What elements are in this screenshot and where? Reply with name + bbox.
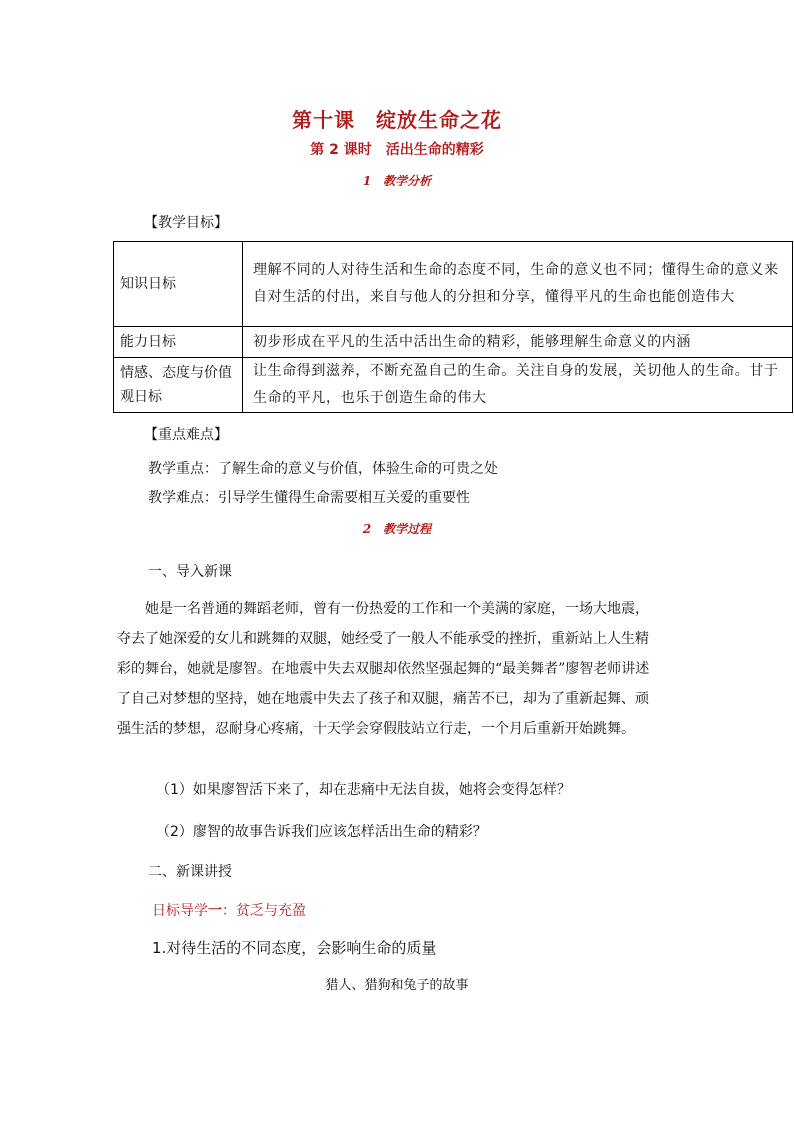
- key-point-text: 教学重点：了解生命的意义与价值，体验生命的可贵之处: [148, 461, 498, 477]
- lesson-heading: 二、新课讲授: [148, 864, 232, 880]
- lesson-title: 第十课 绽放生命之花: [292, 108, 502, 132]
- guide-heading: [152, 900, 306, 920]
- question-1: （1）如果廖智活下来了，却在悲痛中无法自拔，她将会变得怎样？: [156, 782, 571, 798]
- table-row: [114, 242, 793, 327]
- goal-key-emotion: 情感、态度与价值观日标: [114, 358, 243, 413]
- goal-value-emotion: 让生命得到滋养，不断充盈自己的生命。关注自身的发展，关切他人的生命。甘于生命的平凡，也乐于创造生命的伟大: [243, 358, 793, 413]
- goal-key-knowledge: 知识日标: [114, 242, 243, 327]
- point-1: 1.对待生活的不同态度，会影响生命的质量: [152, 939, 437, 957]
- table-row: [114, 358, 793, 413]
- goals-label: 【教学目标】: [144, 215, 228, 231]
- focus-label: 【重点难点】: [144, 427, 228, 443]
- table-row: [114, 327, 793, 358]
- difficulty-text: 教学难点：引导学生懂得生命需要相互关爱的重要性: [148, 490, 470, 506]
- intro-heading: 一、导入新课: [148, 564, 232, 580]
- guide-number: 一: [208, 903, 222, 919]
- guide-suffix: ：贫乏与充盈: [222, 903, 306, 919]
- intro-story-paragraph: 她是一名普通的舞蹈老师，曾有一份热爱的工作和一个美满的家庭，一场大地震，夺去了她深爱的女儿和跳舞的双腿，她经受了一般人不能承受的挫折，重新站上人生精彩的舞台，她就是廖智。在地震中失去双腿却依然坚强起舞的“最美舞者”廖智老师讲述了自己对梦想的坚持，她在地震中失去了孩子和双腿，痛苦不已，却为了重新起舞、顽强生活的梦想，忍耐身心疼痛，十天学会穿假肢站立行走，一个月后重新开始跳舞。: [117, 601, 650, 737]
- goals-table: [113, 241, 793, 413]
- question-2: （2）廖智的故事告诉我们应该怎样活出生命的精彩？: [156, 824, 487, 840]
- story-title: 猎人、猎狗和兔子的故事: [325, 978, 469, 993]
- goal-value-ability: 初步形成在平凡的生活中活出生命的精彩，能够理解生命意义的内涵: [243, 327, 793, 358]
- guide-prefix: 日标导学: [152, 903, 208, 919]
- lesson-subtitle: 第 2 课时 活出生命的精彩: [310, 142, 484, 158]
- goal-value-knowledge: 理解不同的人对待生活和生命的态度不同，生命的意义也不同；懂得生命的意义来自对生活的付出，来自与他人的分担和分享，懂得平凡的生命也能创造伟大: [243, 242, 793, 327]
- section-analysis-heading: 1 教学分析: [362, 174, 432, 188]
- goal-key-ability: 能力日标: [114, 327, 243, 358]
- section-process-heading: 2 教学过程: [362, 522, 432, 536]
